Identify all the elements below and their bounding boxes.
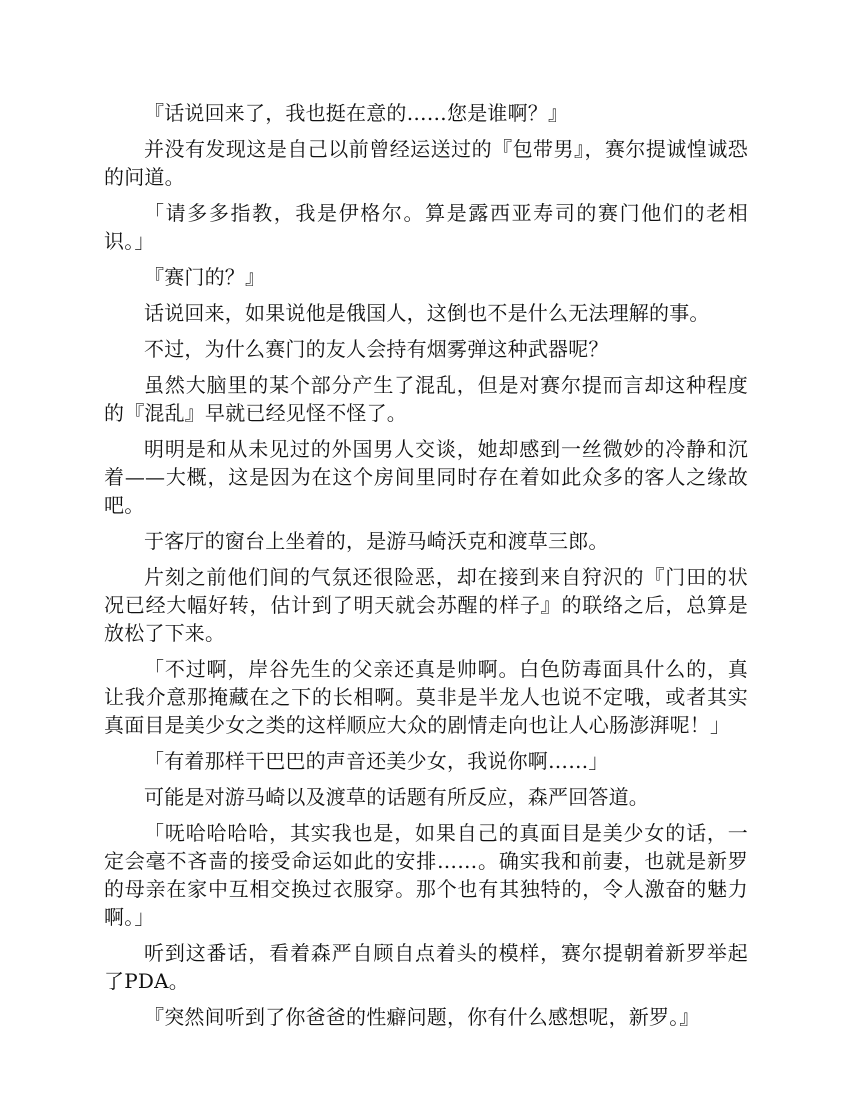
paragraph: 于客厅的窗台上坐着的，是游马崎沃克和渡草三郎。 — [144, 529, 609, 553]
paragraph: 「呒哈哈哈哈，其实我也是，如果自己的真面目是美少女的话，一定会毫不吝啬的接受命运如此的安排……。确实我和前妻，也就是新罗的母亲在家中互相交换过衣服穿。那个也有其独特的，令人激奋的魅力啊。」 — [104, 821, 748, 929]
paragraph: 不过，为什么赛门的友人会持有烟雾弹这种武器呢？ — [144, 337, 609, 361]
paragraph: 明明是和从未见过的外国男人交谈，她却感到一丝微妙的冷静和沉着——大概，这是因为在这个房间里同时存在着如此众多的客人之缘故吧。 — [104, 437, 748, 517]
paragraph: 虽然大脑里的某个部分产生了混乱，但是对赛尔提而言却这种程度的『混乱』早就已经见怪不怪了。 — [104, 373, 748, 425]
paragraph: 『突然间听到了你爸爸的性癖问题，你有什么感想呢，新罗。』 — [144, 1005, 700, 1029]
paragraph: 并没有发现这是自己以前曾经运送过的『包带男』，赛尔提诚惶诚恐的问道。 — [104, 137, 748, 189]
paragraph: 「请多多指教，我是伊格尔。算是露西亚寿司的赛门他们的老相识。」 — [104, 201, 748, 253]
paragraph: 话说回来，如果说他是俄国人，这倒也不是什么无法理解的事。 — [144, 301, 710, 325]
paragraph: 听到这番话，看着森严自顾自点着头的模样，赛尔提朝着新罗举起了PDA。 — [104, 941, 748, 993]
paragraph: 片刻之前他们间的气氛还很险恶，却在接到来自狩沢的『门田的状况已经大幅好转，估计到了明天就会苏醒的样子』的联络之后，总算是放松了下来。 — [104, 565, 748, 645]
paragraph: 『赛门的？』 — [144, 265, 266, 289]
paragraph: 「有着那样干巴巴的声音还美少女，我说你啊……」 — [144, 749, 609, 773]
paragraph: 「不过啊，岸谷先生的父亲还真是帅啊。白色防毒面具什么的，真让我介意那掩藏在之下的长相啊。莫非是半龙人也说不定哦，或者其实真面目是美少女之类的这样顺应大众的剧情走向也让人心肠澎湃呢！」 — [104, 657, 748, 737]
paragraph: 『话说回来了，我也挺在意的……您是谁啊？』 — [144, 101, 569, 125]
paragraph: 可能是对游马崎以及渡草的话题有所反应，森严回答道。 — [144, 785, 649, 809]
document-page — [104, 99, 748, 1039]
